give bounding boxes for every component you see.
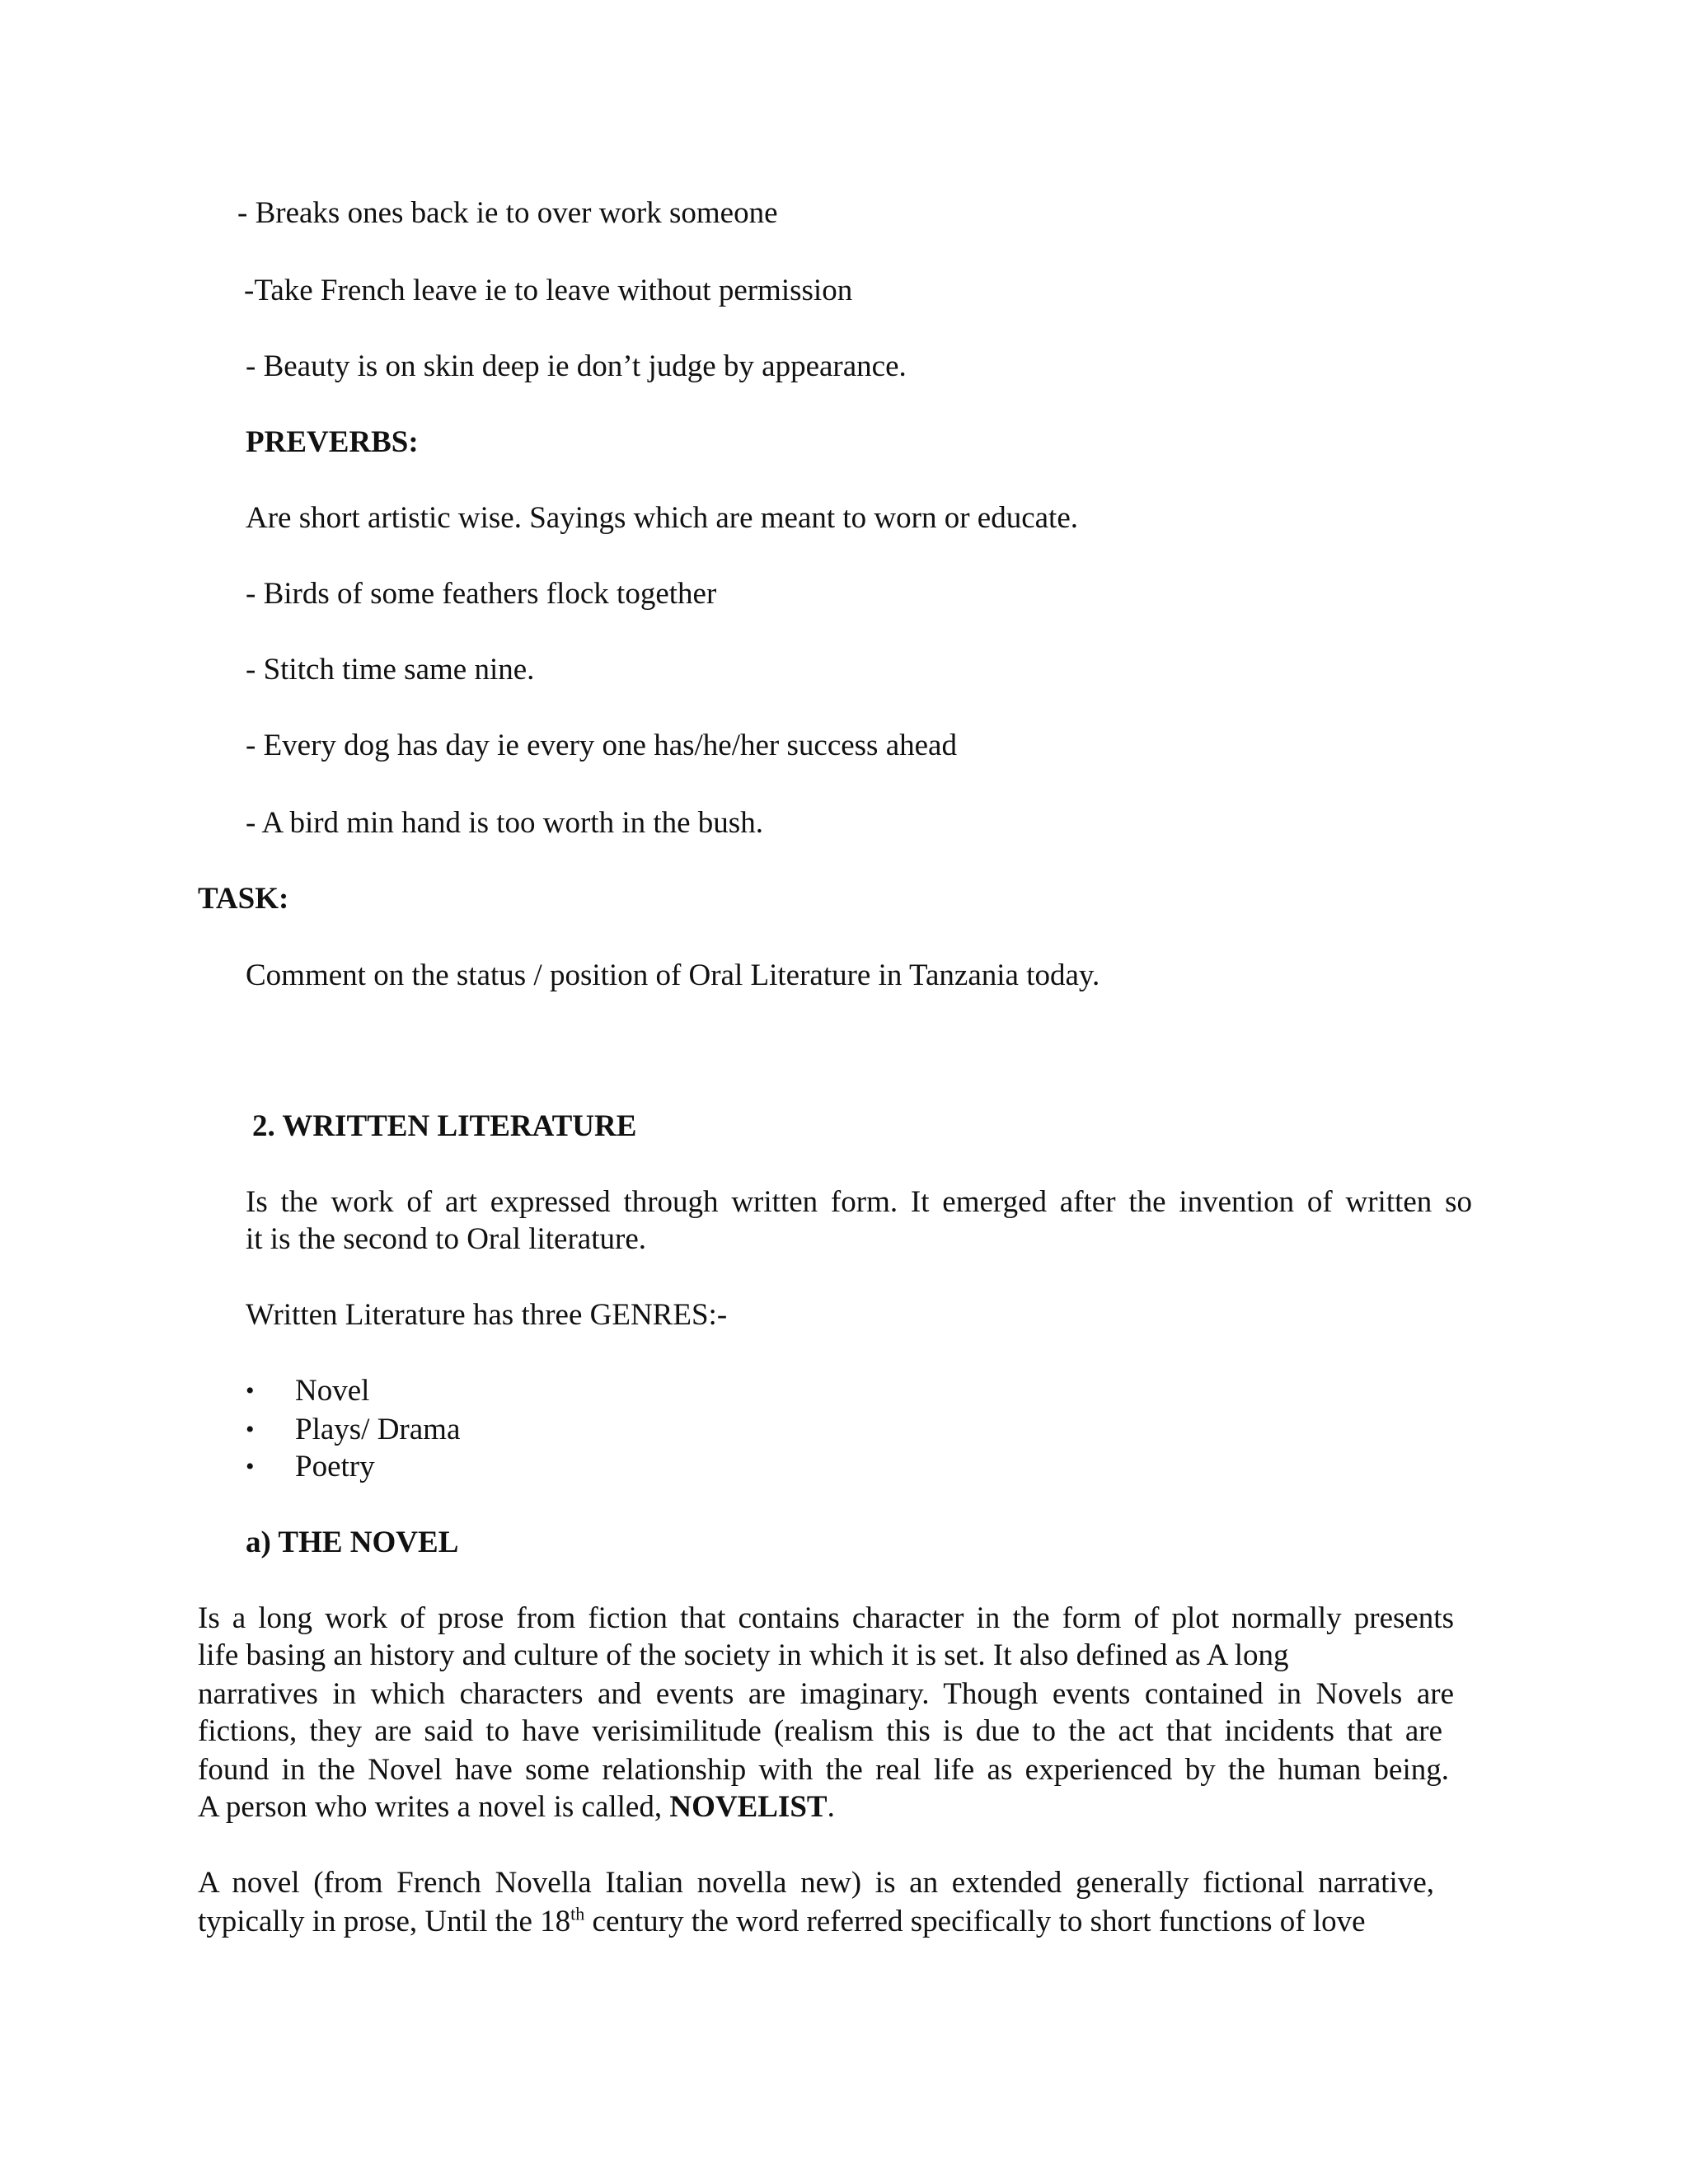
bullet-icon: • <box>246 1377 255 1404</box>
novel-paragraph-line: life basing an history and culture of the society in which it is set. It also defined as A long <box>198 1638 1289 1672</box>
period: . <box>827 1790 835 1824</box>
genre-item: Plays/ Drama <box>295 1413 461 1446</box>
idiom-line: -Take French leave ie to leave without permission <box>244 274 853 307</box>
task-text: Comment on the status / position of Oral Literature in Tanzania today. <box>246 958 1100 992</box>
bullet-icon: • <box>246 1453 255 1480</box>
bullet-icon: • <box>246 1416 255 1443</box>
genre-item: Poetry <box>295 1450 375 1483</box>
written-literature-heading: 2. WRITTEN LITERATURE <box>252 1109 637 1143</box>
text-segment: typically in prose, Until the 18 <box>198 1905 571 1938</box>
novel-paragraph2-line: A novel (from French Novella Italian novella new) is an extended generally fictional narrative, <box>198 1866 1434 1900</box>
idiom-line: - Breaks ones back ie to over work someone <box>237 196 778 230</box>
text-segment: century the word referred specifically to short functions of love <box>584 1905 1366 1938</box>
proverbs-definition: Are short artistic wise. Sayings which are meant to worn or educate. <box>246 501 1079 535</box>
ordinal-superscript: th <box>570 1903 585 1924</box>
written-definition-line: it is the second to Oral literature. <box>246 1222 646 1256</box>
genres-intro: Written Literature has three GENRES:- <box>246 1298 728 1332</box>
proverb-item: - Every dog has day ie every one has/he/her success ahead <box>246 729 957 762</box>
novel-paragraph-line: found in the Novel have some relationship with the real life as experienced by the human being. <box>198 1753 1449 1787</box>
novelist-sentence: A person who writes a novel is called, <box>198 1790 663 1824</box>
novel-paragraph-line: Is a long work of prose from fiction that contains character in the form of plot normally presents <box>198 1601 1454 1635</box>
proverb-item: - Stitch time same nine. <box>246 653 535 687</box>
proverb-item: - Birds of some feathers flock together <box>246 577 717 611</box>
genre-item: Novel <box>295 1374 370 1408</box>
novel-paragraph-line <box>198 1789 835 1825</box>
proverbs-heading: PREVERBS: <box>246 425 419 459</box>
task-heading: TASK: <box>198 882 289 916</box>
written-definition-line: Is the work of art expressed through written form. It emerged after the invention of written so <box>246 1185 1472 1219</box>
novel-paragraph2-line <box>198 1904 1366 1940</box>
novel-paragraph-line: fictions, they are said to have verisimilitude (realism this is due to the act that incidents that are <box>198 1714 1442 1748</box>
novel-heading: a) THE NOVEL <box>246 1526 459 1559</box>
idiom-line: - Beauty is on skin deep ie don’t judge by appearance. <box>246 349 907 383</box>
novelist-term: NOVELIST <box>669 1790 828 1824</box>
novel-paragraph-line: narratives in which characters and events are imaginary. Though events contained in Novels are <box>198 1677 1454 1711</box>
proverb-item: - A bird min hand is too worth in the bush. <box>246 806 763 840</box>
